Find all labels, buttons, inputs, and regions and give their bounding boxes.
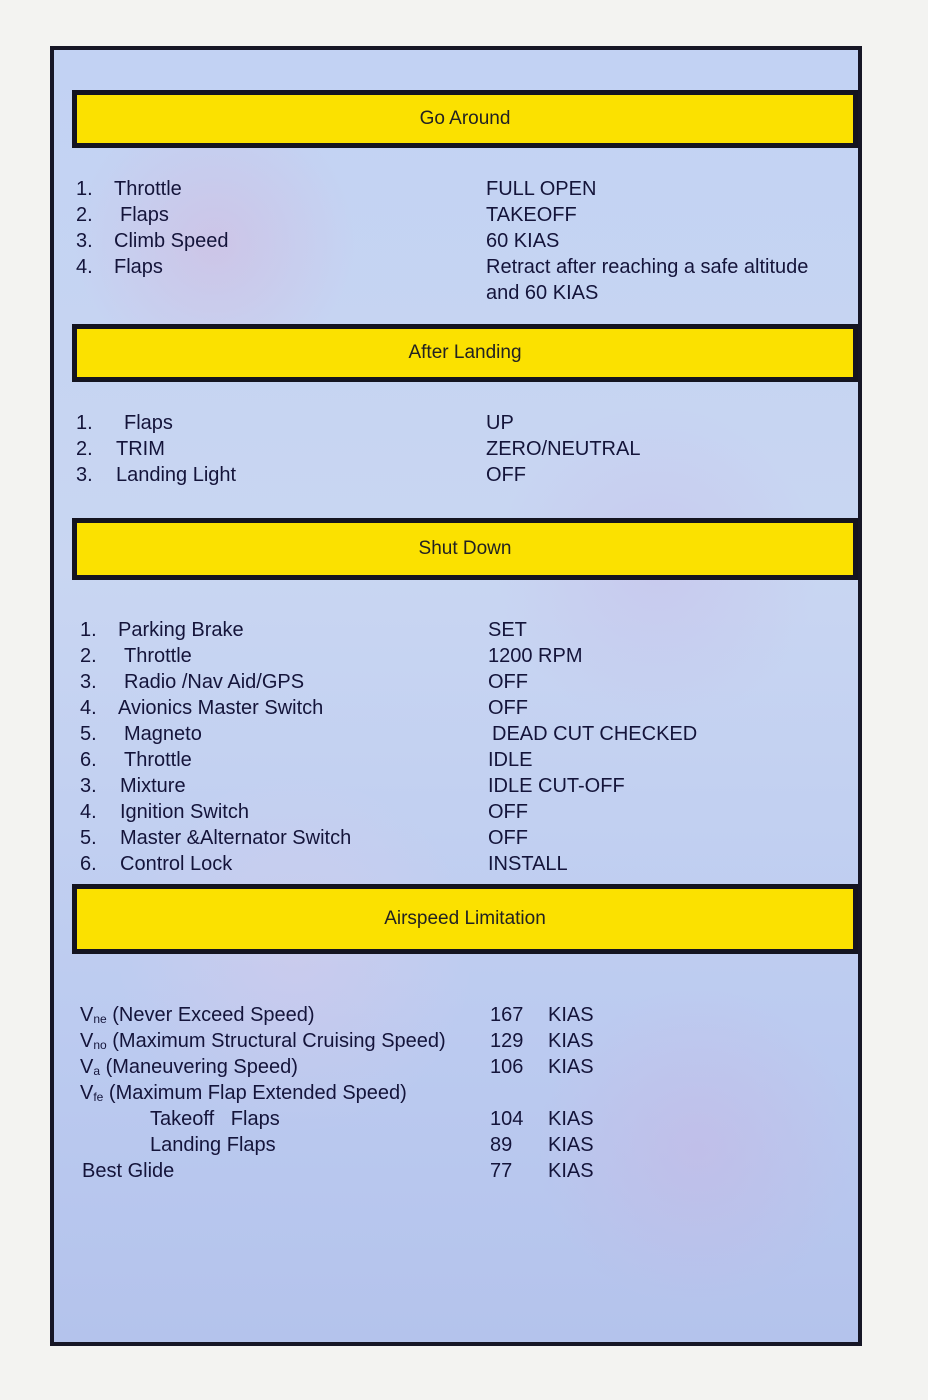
item-label: Throttle	[114, 178, 182, 200]
item-value: OFF	[488, 827, 528, 849]
airspeed-label: Landing Flaps	[150, 1134, 276, 1156]
item-value: OFF	[488, 697, 528, 719]
item-number: 4.	[76, 256, 93, 278]
checklist-row	[54, 643, 866, 669]
item-value-line2: and 60 KIAS	[486, 282, 599, 304]
v-symbol: V	[80, 1004, 94, 1026]
item-label: Magneto	[124, 723, 202, 745]
item-value: SET	[488, 619, 527, 641]
v-symbol: V	[80, 1056, 94, 1078]
airspeed-value: 129	[490, 1030, 524, 1052]
item-label: TRIM	[116, 438, 165, 460]
airspeed-value: 89	[490, 1134, 513, 1156]
item-value: OFF	[488, 801, 528, 823]
item-number: 3.	[80, 775, 97, 797]
airspeed-unit: KIAS	[548, 1030, 594, 1052]
item-label: Flaps	[114, 256, 163, 278]
airspeed-label	[80, 1002, 315, 1030]
item-value: UP	[486, 412, 514, 434]
item-label: Mixture	[120, 775, 186, 797]
item-label: Radio /Nav Aid/GPS	[124, 671, 305, 693]
v-subscript: no	[93, 1038, 107, 1052]
airspeed-row	[54, 1080, 866, 1106]
v-symbol: V	[80, 1082, 94, 1104]
item-number: 1.	[76, 178, 93, 200]
item-value: IDLE	[488, 749, 533, 771]
checklist-card	[50, 46, 862, 1346]
item-number: 2.	[76, 204, 93, 226]
item-label: Climb Speed	[114, 230, 229, 252]
item-number: 5.	[80, 723, 97, 745]
airspeed-row	[54, 1106, 866, 1132]
item-value: OFF	[486, 464, 526, 486]
airspeed-label: Takeoff Flaps	[150, 1108, 280, 1130]
checklist-row	[54, 773, 866, 799]
checklist-row	[54, 228, 866, 254]
airspeed-row	[54, 1028, 866, 1054]
item-label: Master &Alternator Switch	[120, 827, 352, 849]
go-around-title: Go Around	[419, 108, 511, 129]
airspeed-row	[54, 1002, 866, 1028]
airspeed-description: (Maximum Flap Extended Speed)	[103, 1082, 407, 1104]
item-number: 3.	[76, 464, 93, 486]
item-number: 6.	[80, 749, 97, 771]
airspeed-unit: KIAS	[548, 1056, 594, 1078]
airspeed-limitation-header	[72, 884, 858, 954]
item-label: Flaps	[124, 412, 173, 434]
airspeed-row	[54, 1132, 866, 1158]
item-label: Landing Light	[116, 464, 237, 486]
airspeed-unit: KIAS	[548, 1004, 594, 1026]
airspeed-description: (Never Exceed Speed)	[106, 1004, 315, 1026]
item-label: Parking Brake	[118, 619, 244, 641]
item-number: 2.	[76, 438, 93, 460]
checklist-row	[54, 410, 866, 436]
item-value: Retract after reaching a safe altitude	[486, 256, 809, 278]
item-label: Ignition Switch	[120, 801, 249, 823]
airspeed-unit: KIAS	[548, 1134, 594, 1156]
item-number: 1.	[76, 412, 93, 434]
item-number: 4.	[80, 697, 97, 719]
checklist-row	[54, 617, 866, 643]
airspeed-value: 167	[490, 1004, 524, 1026]
item-label: Throttle	[124, 645, 192, 667]
checklist-row	[54, 436, 866, 462]
airspeed-description: (Maneuvering Speed)	[100, 1056, 298, 1078]
airspeed-row	[54, 1158, 866, 1184]
airspeed-label	[80, 1080, 407, 1108]
airspeed-value: 106	[490, 1056, 524, 1078]
item-number: 6.	[80, 853, 97, 875]
v-subscript: ne	[93, 1012, 107, 1026]
item-value: DEAD CUT CHECKED	[492, 723, 698, 745]
checklist-row	[54, 462, 866, 488]
airspeed-label	[80, 1028, 446, 1056]
item-value: 60 KIAS	[486, 230, 560, 252]
shut-down-title: Shut Down	[418, 538, 512, 559]
checklist-row	[54, 799, 866, 825]
go-around-header	[72, 90, 858, 148]
item-label: Avionics Master Switch	[118, 697, 324, 719]
item-value: 1200 RPM	[488, 645, 583, 667]
item-label: Flaps	[120, 204, 169, 226]
item-number: 2.	[80, 645, 97, 667]
airspeed-unit: KIAS	[548, 1160, 594, 1182]
item-number: 1.	[80, 619, 97, 641]
item-label: Throttle	[124, 749, 192, 771]
checklist-row	[54, 747, 866, 773]
item-number: 5.	[80, 827, 97, 849]
airspeed-value: 104	[490, 1108, 524, 1130]
after-landing-header	[72, 324, 858, 382]
checklist-row	[54, 202, 866, 228]
airspeed-description: (Maximum Structural Cruising Speed)	[106, 1030, 446, 1052]
checklist-row	[54, 851, 866, 877]
airspeed-unit: KIAS	[548, 1108, 594, 1130]
v-subscript: a	[93, 1064, 101, 1078]
after-landing-title: After Landing	[408, 342, 522, 363]
checklist-row	[54, 254, 866, 280]
airspeed-limitation-title: Airspeed Limitation	[384, 908, 546, 929]
checklist-row	[54, 825, 866, 851]
checklist-row	[54, 669, 866, 695]
item-label: Control Lock	[120, 853, 233, 875]
airspeed-value: 77	[490, 1160, 513, 1182]
v-symbol: V	[80, 1030, 94, 1052]
shut-down-header	[72, 518, 858, 580]
item-value: IDLE CUT-OFF	[488, 775, 625, 797]
airspeed-label: Best Glide	[82, 1160, 175, 1182]
item-value: ZERO/NEUTRAL	[486, 438, 641, 460]
item-number: 4.	[80, 801, 97, 823]
checklist-row-continued	[54, 280, 866, 306]
airspeed-row	[54, 1054, 866, 1080]
item-value: TAKEOFF	[486, 204, 577, 226]
v-subscript: fe	[93, 1090, 104, 1104]
airspeed-label	[80, 1054, 298, 1082]
item-number: 3.	[76, 230, 93, 252]
checklist-row	[54, 176, 866, 202]
item-value: INSTALL	[488, 853, 568, 875]
checklist-row	[54, 695, 866, 721]
checklist-row	[54, 721, 866, 747]
item-number: 3.	[80, 671, 97, 693]
item-value: FULL OPEN	[486, 178, 597, 200]
item-value: OFF	[488, 671, 528, 693]
